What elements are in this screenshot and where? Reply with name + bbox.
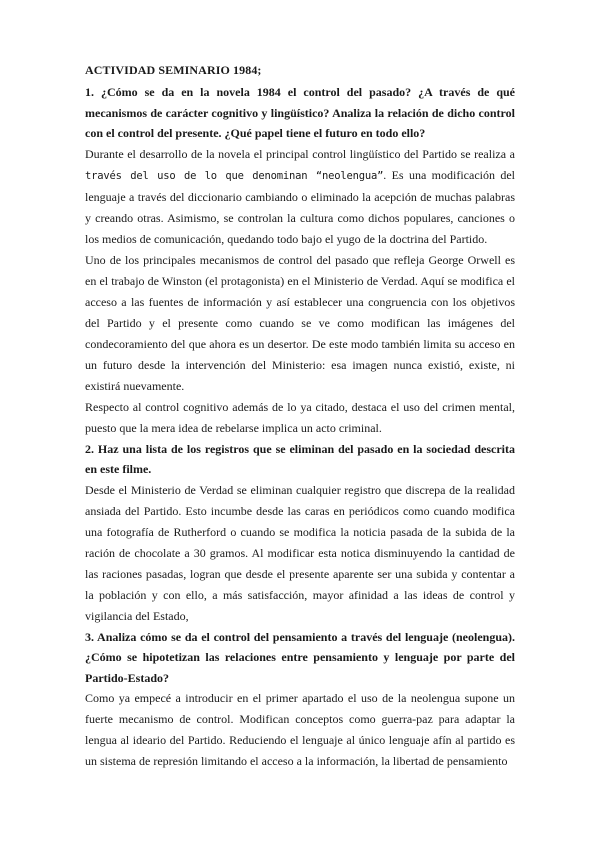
paragraph-3: Respecto al control cognitivo además de lo ya citado, destaca el uso del crimen mental, puesto que la mera idea de rebelarse implica un acto criminal. xyxy=(85,399,515,435)
paragraph-1-end: . Es una modificación del lenguaje a través del diccionario cambiando o eliminado la acepción de muchas palabras y creando otras. Asimismo, se controlan la cultura como dichos populares, canciones o los medios de comunicación, quedando todo bajo el yugo de la doctrina del Partido. xyxy=(85,167,516,246)
question-3: 3. Analiza cómo se da el control del pensamiento a través del lenguaje (neolengua). ¿Cómo se hipotetizan las relaciones entre pensamiento y lenguaje por parte del Partido-Estado? xyxy=(85,629,515,685)
document-title: ACTIVIDAD SEMINARIO 1984; xyxy=(85,63,262,77)
paragraph-1-start: Durante el desarrollo de la novela el principal control lingüístico del Partido se realiza a xyxy=(85,146,515,161)
paragraph-2: Uno de los principales mecanismos de control del pasado que refleja George Orwell es en el trabajo de Winston (el protagonista) en el Ministerio de Verdad. Aquí se modifica el acceso a las fuentes de información y así establecer una congruencia con los objetivos del Partido y el presente como cuando se ve como modifican las imágenes del condecoramiento del que ahora es un desertor. De este modo también limita su acceso en un futuro desde la intervención del Ministerio: esa imagen nunca existió, existe, ni existirá nuevamente. xyxy=(85,252,515,393)
paragraph-4: Desde el Ministerio de Verdad se eliminan cualquier registro que discrepa de la realidad ansiada del Partido. Esto incumbe desde las caras en periódicos como cuando modifica una fotografía de Rutherford o cuando se modifica la noticia pasada de la subida de la ración de chocolate a 30 gramos. Al modificar esta notica disminuyendo la cantidad de las raciones pasadas, logran que desde el presente aparente ser una subida y contentar a la población y con ello, a más satisfacción, mayor afinidad a las ideas de control y vigilancia del Estado, xyxy=(85,482,515,623)
question-1: 1. ¿Cómo se da en la novela 1984 el control del pasado? ¿A través de qué mecanismos de carácter cognitivo y lingüístico? Analiza la relación de dicho control con el control del presente. ¿Qué papel tiene el futuro en todo ello? xyxy=(85,85,515,140)
document-page xyxy=(85,62,515,772)
paragraph-1 xyxy=(85,144,515,250)
question-2: 2. Haz una lista de los registros que se eliminan del pasado en la sociedad descrita en este filme. xyxy=(85,441,515,476)
paragraph-1-neolengua: través del uso de lo que denominan “neolengua” xyxy=(85,169,384,182)
paragraph-5: Como ya empecé a introducir en el primer apartado el uso de la neolengua supone un fuerte mecanismo de control. Modifican conceptos como guerra-paz para adaptar la lengua al ideario del Partido. Reduciendo el lenguaje al único lenguaje afín al partido es un sistema de represión limitando el acceso a la información, la libertad de pensamiento xyxy=(85,691,515,768)
